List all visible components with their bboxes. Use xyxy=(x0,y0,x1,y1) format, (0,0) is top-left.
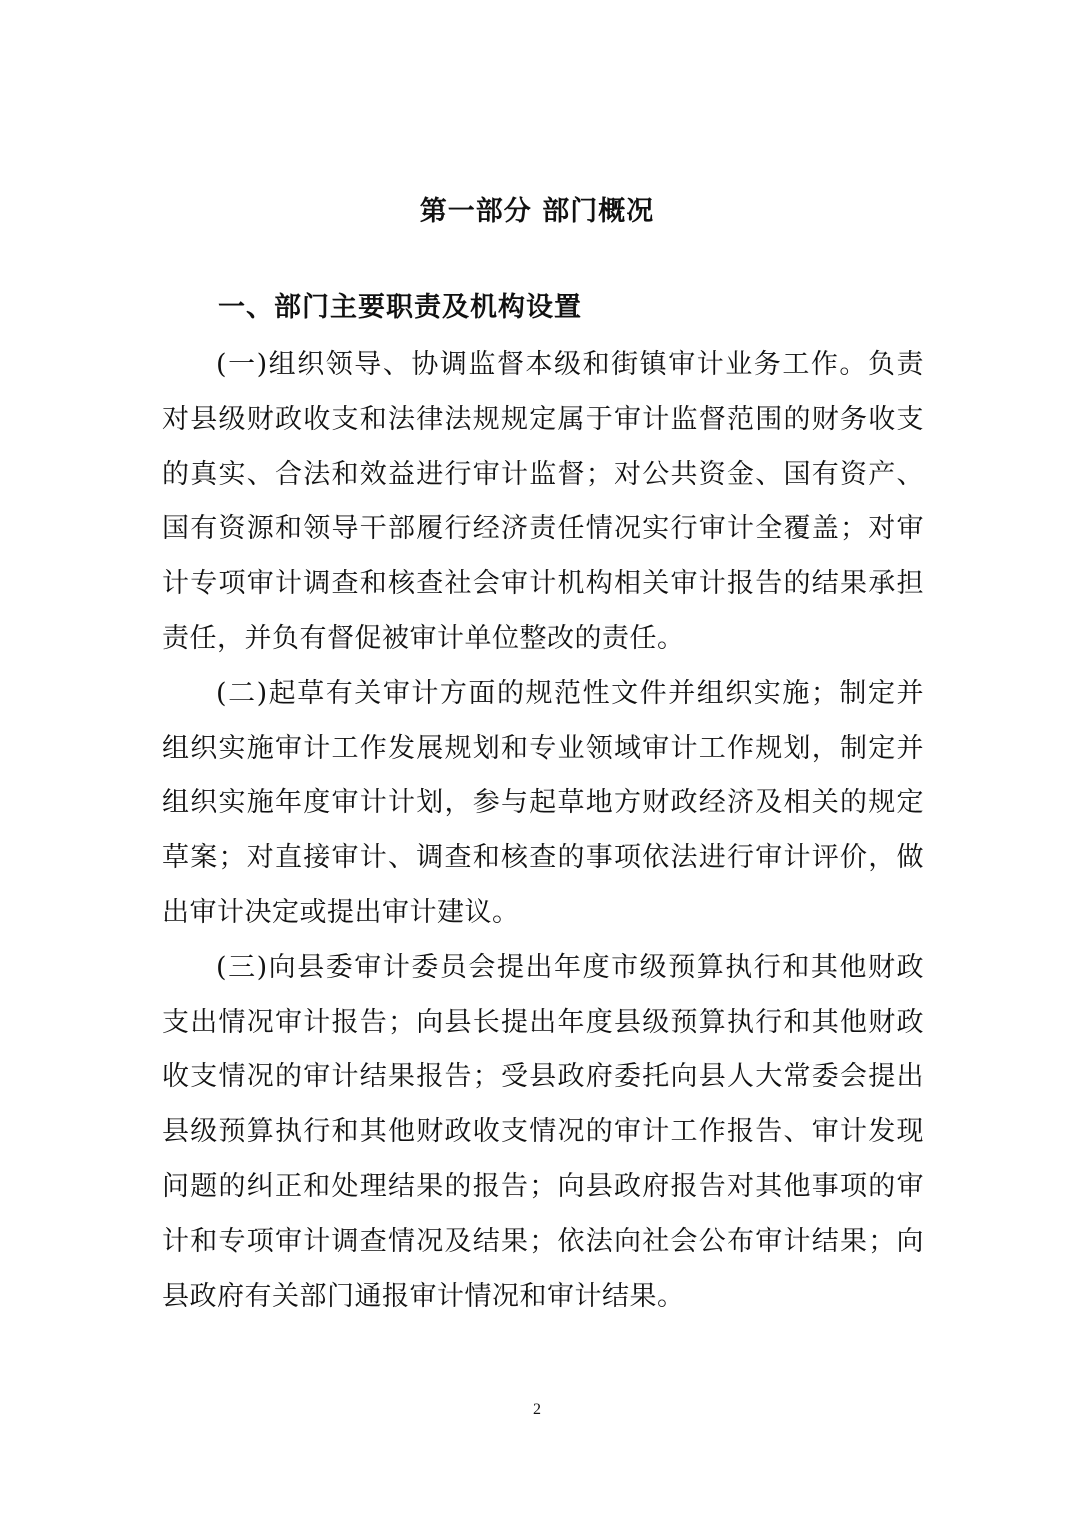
body-text xyxy=(162,338,924,1324)
paragraph-duty-2: (二)起草有关审计方面的规范性文件并组织实施；制定并组织实施审计工作发展规划和专业领域审计工作规划，制定并组织实施年度审计计划，参与起草地方财政经济及相关的规定草案；对直接审计、调查和核查的事项依法进行审计评价，做出审计决定或提出审计建议。 xyxy=(162,677,924,928)
part-title: 第一部分 部门概况 xyxy=(419,196,655,227)
paragraph-duty-1: (一)组织领导、协调监督本级和街镇审计业务工作。负责对县级财政收支和法律法规规定属于审计监督范围的财务收支的真实、合法和效益进行审计监督；对公共资金、国有资产、国有资源和领导干部履行经济责任情况实行审计全覆盖；对审计专项审计调查和核查社会审计机构相关审计报告的结果承担责任，并负有督促被审计单位整改的责任。 xyxy=(162,349,924,654)
page-number: 2 xyxy=(533,1401,541,1418)
paragraph-duty-3: (三)向县委审计委员会提出年度市级预算执行和其他财政支出情况审计报告；向县长提出年度县级预算执行和其他财政收支情况的审计结果报告；受县政府委托向县人大常委会提出县级预算执行和其他财政收支情况的审计工作报告、审计发现问题的纠正和处理结果的报告；向县政府报告对其他事项的审计和专项审计调查情况及结果；依法向社会公布审计结果；向县政府有关部门通报审计情况和审计结果。 xyxy=(162,951,924,1312)
section-heading: 一、部门主要职责及机构设置 xyxy=(218,292,582,323)
